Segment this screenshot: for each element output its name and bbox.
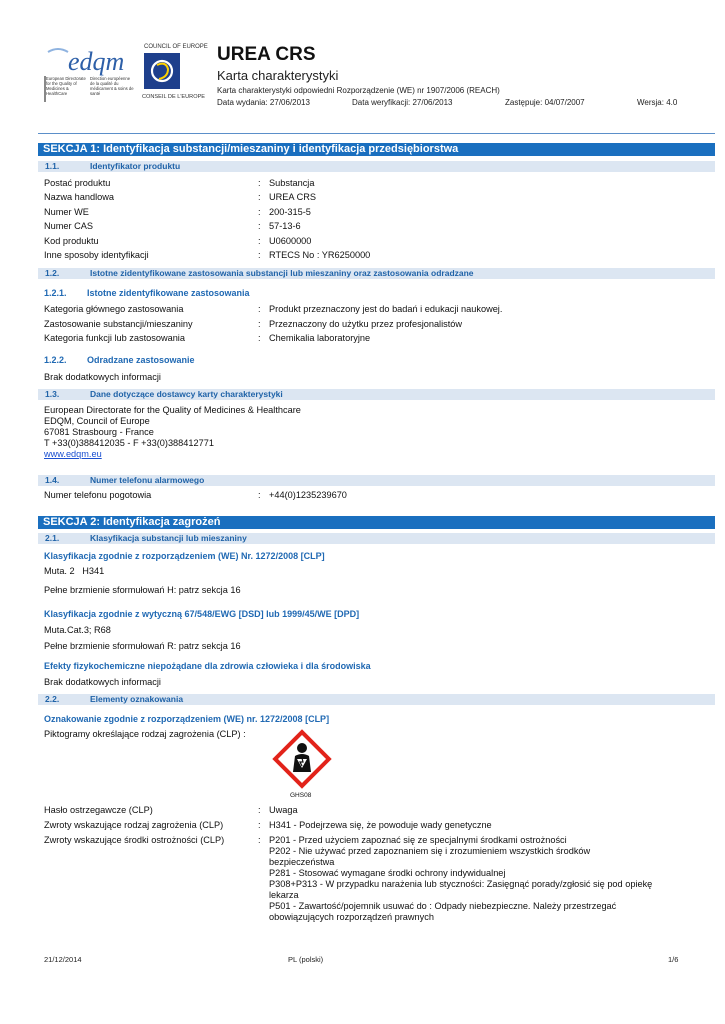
document-title: UREA CRS xyxy=(217,44,316,65)
effects-heading: Efekty fizykochemiczne niepożądane dla zdrowia człowieka i dla środowiska xyxy=(44,661,371,671)
effects-text: Brak dodatkowych informacji xyxy=(44,677,161,687)
subsection-number: 1.2. xyxy=(45,268,60,278)
precaution-line: bezpieczeństwa xyxy=(269,857,335,867)
precaution-line: obowiązujących rozporządzeń prawnych xyxy=(269,912,434,922)
row-colon: : xyxy=(258,192,261,202)
subsection-2-1 xyxy=(38,533,715,544)
dsd-classification-heading: Klasyfikacja zgodnie z wytyczną 67/548/EWG [DSD] lub 1999/45/WE [DPD] xyxy=(44,609,360,619)
supersedes-date: Zastępuje: 04/07/2007 xyxy=(505,98,585,107)
edqm-tagline-fr: Direction européenne de la qualité du médicament & soins de santé xyxy=(90,76,134,96)
subsection-number: 2.1. xyxy=(45,533,60,543)
version: Wersja: 4.0 xyxy=(637,98,678,107)
pictogram-label: Piktogramy określające rodzaj zagrożenia (CLP) : xyxy=(44,729,246,739)
coe-bottom-text: CONSEIL DE L'EUROPE xyxy=(142,94,206,100)
council-of-europe-logo xyxy=(138,44,210,108)
subsection-1-2-1-number: 1.2.1. xyxy=(44,288,67,298)
subsection-label: Numer telefonu alarmowego xyxy=(90,475,205,485)
edqm-tagline-en: European Directorate for the Quality of Medicines & HealthCare xyxy=(46,76,86,96)
row-colon: : xyxy=(258,304,261,314)
subsection-number: 1.3. xyxy=(45,389,60,399)
coe-top-text: COUNCIL OF EUROPE xyxy=(144,44,208,50)
row-label: Postać produktu xyxy=(44,178,111,188)
document-subtitle: Karta charakterystyki xyxy=(217,68,339,83)
ghs08-health-hazard-icon xyxy=(271,728,333,790)
labelling-heading: Oznakowanie zgodnie z rozporządzeniem (WE) nr. 1272/2008 [CLP] xyxy=(44,714,330,724)
row-colon: : xyxy=(258,221,261,231)
precaution-statements-label: Zwroty wskazujące środki ostrożności (CLP) xyxy=(44,835,225,845)
subsection-1-2 xyxy=(38,268,715,279)
row-colon: : xyxy=(258,333,261,343)
signal-word-label: Hasło ostrzegawcze (CLP) xyxy=(44,805,153,815)
row-value: U0600000 xyxy=(269,236,312,246)
row-label: Kod produktu xyxy=(44,236,99,246)
subsection-label: Istotne zidentyfikowane zastosowania substancji lub mieszaniny oraz zastosowania odradzane xyxy=(90,268,474,278)
supplier-line: T +33(0)388412035 - F +33(0)388412771 xyxy=(44,438,214,448)
row-label: Nazwa handlowa xyxy=(44,192,114,202)
footer-language: PL (polski) xyxy=(288,955,324,964)
supplier-line: European Directorate for the Quality of Medicines & Healthcare xyxy=(44,405,301,415)
supplier-line: 67081 Strasbourg - France xyxy=(44,427,154,437)
subsection-number: 2.2. xyxy=(45,694,60,704)
header-divider xyxy=(38,133,715,134)
row-value: 200-315-5 xyxy=(269,207,311,217)
row-value: 57-13-6 xyxy=(269,221,301,231)
section-2-title: SEKCJA 2: Identyfikacja zagrożeń xyxy=(38,516,715,529)
issue-date: Data wydania: 27/06/2013 xyxy=(217,98,310,107)
precaution-line: P281 - Stosować wymagane środki ochrony indywidualnej xyxy=(269,868,506,878)
row-label: Kategoria funkcji lub zastosowania xyxy=(44,333,185,343)
coe-emblem-icon xyxy=(144,53,180,89)
precaution-line: P308+P313 - W przypadku narażenia lub styczności: Zasięgnąć porady/zgłosić się pod opiekę xyxy=(269,879,653,889)
revision-date: Data weryfikacji: 27/06/2013 xyxy=(352,98,453,107)
supplier-website-link[interactable]: www.edqm.eu xyxy=(44,449,102,459)
row-colon: : xyxy=(258,319,261,329)
row-colon: : xyxy=(258,820,261,830)
subsection-1-2-2-label: Odradzane zastosowanie xyxy=(87,355,195,365)
clp-note: Pełne brzmienie sformułowań H: patrz sekcja 16 xyxy=(44,585,241,595)
row-value: Przeznaczony do użytku przez profesjonalistów xyxy=(269,319,463,329)
pictogram-code: GHS08 xyxy=(290,792,312,799)
subsection-label: Elementy oznakowania xyxy=(90,694,184,704)
subsection-1-4 xyxy=(38,475,715,486)
row-colon: : xyxy=(258,490,261,500)
row-colon: : xyxy=(258,805,261,815)
supplier-line: EDQM, Council of Europe xyxy=(44,416,150,426)
subsection-number: 1.4. xyxy=(45,475,60,485)
subsection-1-1 xyxy=(38,161,715,172)
section-1-title: SEKCJA 1: Identyfikacja substancji/mieszaniny i identyfikacja przedsiębiorstwa xyxy=(38,143,715,156)
edqm-logo xyxy=(38,46,134,108)
subsection-label: Klasyfikacja substancji lub mieszaniny xyxy=(90,533,247,543)
row-value: Substancja xyxy=(269,178,315,188)
hazard-statement: H341 - Podejrzewa się, że powoduje wady genetyczne xyxy=(269,820,492,830)
precaution-line: P501 - Zawartość/pojemnik usuwać do : Odpady niebezpieczne. Należy przestrzegać xyxy=(269,901,617,911)
subsection-2-2 xyxy=(38,694,715,705)
subsection-1-3 xyxy=(38,389,715,400)
row-value: UREA CRS xyxy=(269,192,316,202)
precaution-line: lekarza xyxy=(269,890,299,900)
no-info-text: Brak dodatkowych informacji xyxy=(44,372,161,382)
row-colon: : xyxy=(258,236,261,246)
subsection-1-2-1-label: Istotne zidentyfikowane zastosowania xyxy=(87,288,250,298)
dsd-note: Pełne brzmienie sformułowań R: patrz sekcja 16 xyxy=(44,641,241,651)
row-value: RTECS No : YR6250000 xyxy=(269,250,371,260)
row-value: Chemikalia laboratoryjne xyxy=(269,333,371,343)
row-label: Numer WE xyxy=(44,207,89,217)
row-colon: : xyxy=(258,250,261,260)
emergency-label: Numer telefonu pogotowia xyxy=(44,490,152,500)
row-label: Numer CAS xyxy=(44,221,94,231)
subsection-number: 1.1. xyxy=(45,161,60,171)
row-colon: : xyxy=(258,207,261,217)
footer-date: 21/12/2014 xyxy=(44,955,82,964)
row-label: Inne sposoby identyfikacji xyxy=(44,250,149,260)
signal-word-value: Uwaga xyxy=(269,805,298,815)
regulation-text: Karta charakterystyki odpowiedni Rozporządzenie (WE) nr 1907/2006 (REACH) xyxy=(217,86,500,95)
subsection-label: Dane dotyczące dostawcy karty charakterystyki xyxy=(90,389,283,399)
row-label: Zastosowanie substancji/mieszaniny xyxy=(44,319,193,329)
hazard-statements-label: Zwroty wskazujące rodzaj zagrożenia (CLP) xyxy=(44,820,224,830)
row-value: Produkt przeznaczony jest do badań i edukacji naukowej. xyxy=(269,304,503,314)
subsection-label: Identyfikator produktu xyxy=(90,161,181,171)
row-colon: : xyxy=(258,178,261,188)
precaution-line: P201 - Przed użyciem zapoznać się ze specjalnymi środkami ostrożności xyxy=(269,835,567,845)
dsd-classification: Muta.Cat.3; R68 xyxy=(44,625,111,635)
subsection-1-2-2-number: 1.2.2. xyxy=(44,355,67,365)
emergency-phone: +44(0)1235239670 xyxy=(269,490,347,500)
clp-classification: Muta. 2 H341 xyxy=(44,566,105,576)
edqm-logo-word: edqm xyxy=(68,47,125,76)
precaution-line: P202 - Nie używać przed zapoznaniem się i zrozumieniem wszystkich środków xyxy=(269,846,591,856)
row-label: Kategoria głównego zastosowania xyxy=(44,304,184,314)
footer-page-number: 1/6 xyxy=(668,955,679,964)
row-colon: : xyxy=(258,835,261,845)
clp-classification-heading: Klasyfikacja zgodnie z rozporządzeniem (WE) Nr. 1272/2008 [CLP] xyxy=(44,551,325,561)
